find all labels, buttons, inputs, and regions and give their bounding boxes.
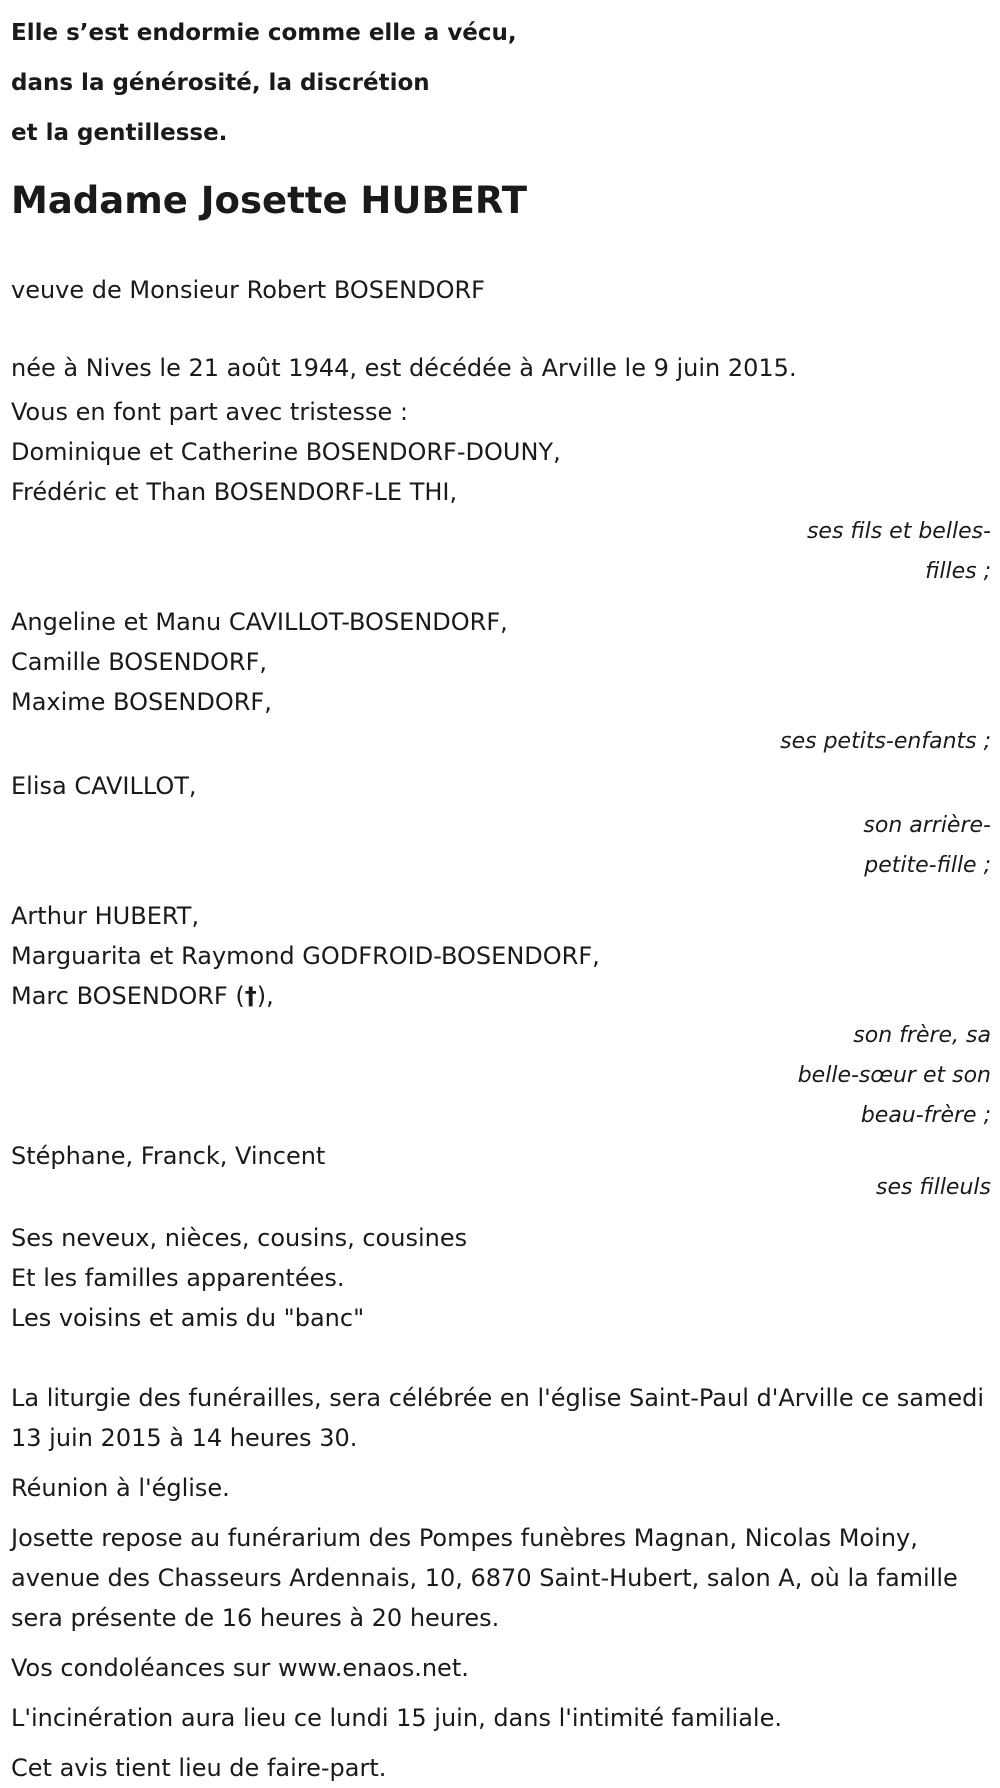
meeting-paragraph: Réunion à l'église. — [11, 1474, 230, 1502]
deceased-name-prefix: Marc BOSENDORF ( — [11, 982, 245, 1010]
relation-line: ses fils et belles- — [806, 519, 991, 544]
funerarium-paragraph: Josette repose au funérarium des Pompes funèbres Magnan, Nicolas Moiny, avenue des Chasseurs Ardennais, 10, 6870 Saint-Hubert, salon A, où la famille sera présente de 16 heures à 20 heures. — [11, 1524, 958, 1632]
family-group-godchildren — [11, 1136, 991, 1208]
relation-label — [11, 806, 991, 886]
epigraph-line: et la gentillesse. — [11, 120, 228, 146]
cross-icon: † — [244, 982, 257, 1010]
family-name-line: Angeline et Manu CAVILLOT-BOSENDORF, — [11, 608, 508, 636]
family-name-line: Marguarita et Raymond GODFROID-BOSENDORF, — [11, 942, 600, 970]
family-name-line-deceased — [11, 976, 991, 1016]
widow-of-line: veuve de Monsieur Robert BOSENDORF — [11, 276, 485, 304]
epigraph — [11, 8, 991, 158]
epigraph-line: Elle s’est endormie comme elle a vécu, — [11, 20, 517, 46]
birth-death-line: née à Nives le 21 août 1944, est décédée à Arville le 9 juin 2015. — [11, 354, 797, 382]
relation-label — [11, 722, 991, 762]
extended-family-line: Et les familles apparentées. — [11, 1264, 345, 1292]
relation-line: ses petits-enfants ; — [780, 729, 991, 754]
family-group-sons — [11, 432, 991, 592]
obituary-page — [11, 0, 991, 1788]
deceased-name-title: Madame Josette HUBERT — [11, 179, 527, 222]
family-name-line: Frédéric et Than BOSENDORF-LE THI, — [11, 478, 458, 506]
relation-line: son arrière- — [863, 813, 991, 838]
extended-family — [11, 1218, 991, 1338]
epigraph-line: dans la générosité, la discrétion — [11, 70, 430, 96]
relation-line: belle-sœur et son — [797, 1063, 991, 1088]
condolences-paragraph: Vos condoléances sur www.enaos.net. — [11, 1654, 469, 1682]
relation-line: ses filleuls — [876, 1175, 991, 1200]
cremation-paragraph: L'incinération aura lieu ce lundi 15 juin, dans l'intimité familiale. — [11, 1704, 782, 1732]
announce-intro: Vous en font part avec tristesse : — [11, 398, 409, 426]
extended-family-line: Ses neveux, nièces, cousins, cousines — [11, 1224, 468, 1252]
family-group-grandchildren — [11, 602, 991, 762]
family-name-line: Stéphane, Franck, Vincent — [11, 1142, 326, 1170]
relation-line: petite-fille ; — [864, 853, 991, 878]
family-name-line: Dominique et Catherine BOSENDORF-DOUNY, — [11, 438, 561, 466]
relation-line: filles ; — [925, 559, 991, 584]
funeral-details — [11, 1378, 991, 1788]
family-group-siblings — [11, 896, 991, 1136]
deceased-name-suffix: ), — [256, 982, 274, 1010]
relation-line: beau-frère ; — [860, 1103, 991, 1128]
family-name-line: Arthur HUBERT, — [11, 902, 200, 930]
relation-label — [11, 512, 991, 592]
notice-paragraph: Cet avis tient lieu de faire-part. — [11, 1754, 387, 1782]
family-name-line: Elisa CAVILLOT, — [11, 772, 197, 800]
extended-family-line: Les voisins et amis du "banc" — [11, 1304, 365, 1332]
relation-label — [11, 1016, 991, 1136]
relation-line: son frère, sa — [853, 1023, 991, 1048]
family-name-line: Camille BOSENDORF, — [11, 648, 268, 676]
family-group-great-granddaughter — [11, 766, 991, 886]
funeral-liturgy-paragraph: La liturgie des funérailles, sera célébrée en l'église Saint-Paul d'Arville ce samedi 13 juin 2015 à 14 heures 30. — [11, 1384, 985, 1452]
family-name-line: Maxime BOSENDORF, — [11, 688, 272, 716]
